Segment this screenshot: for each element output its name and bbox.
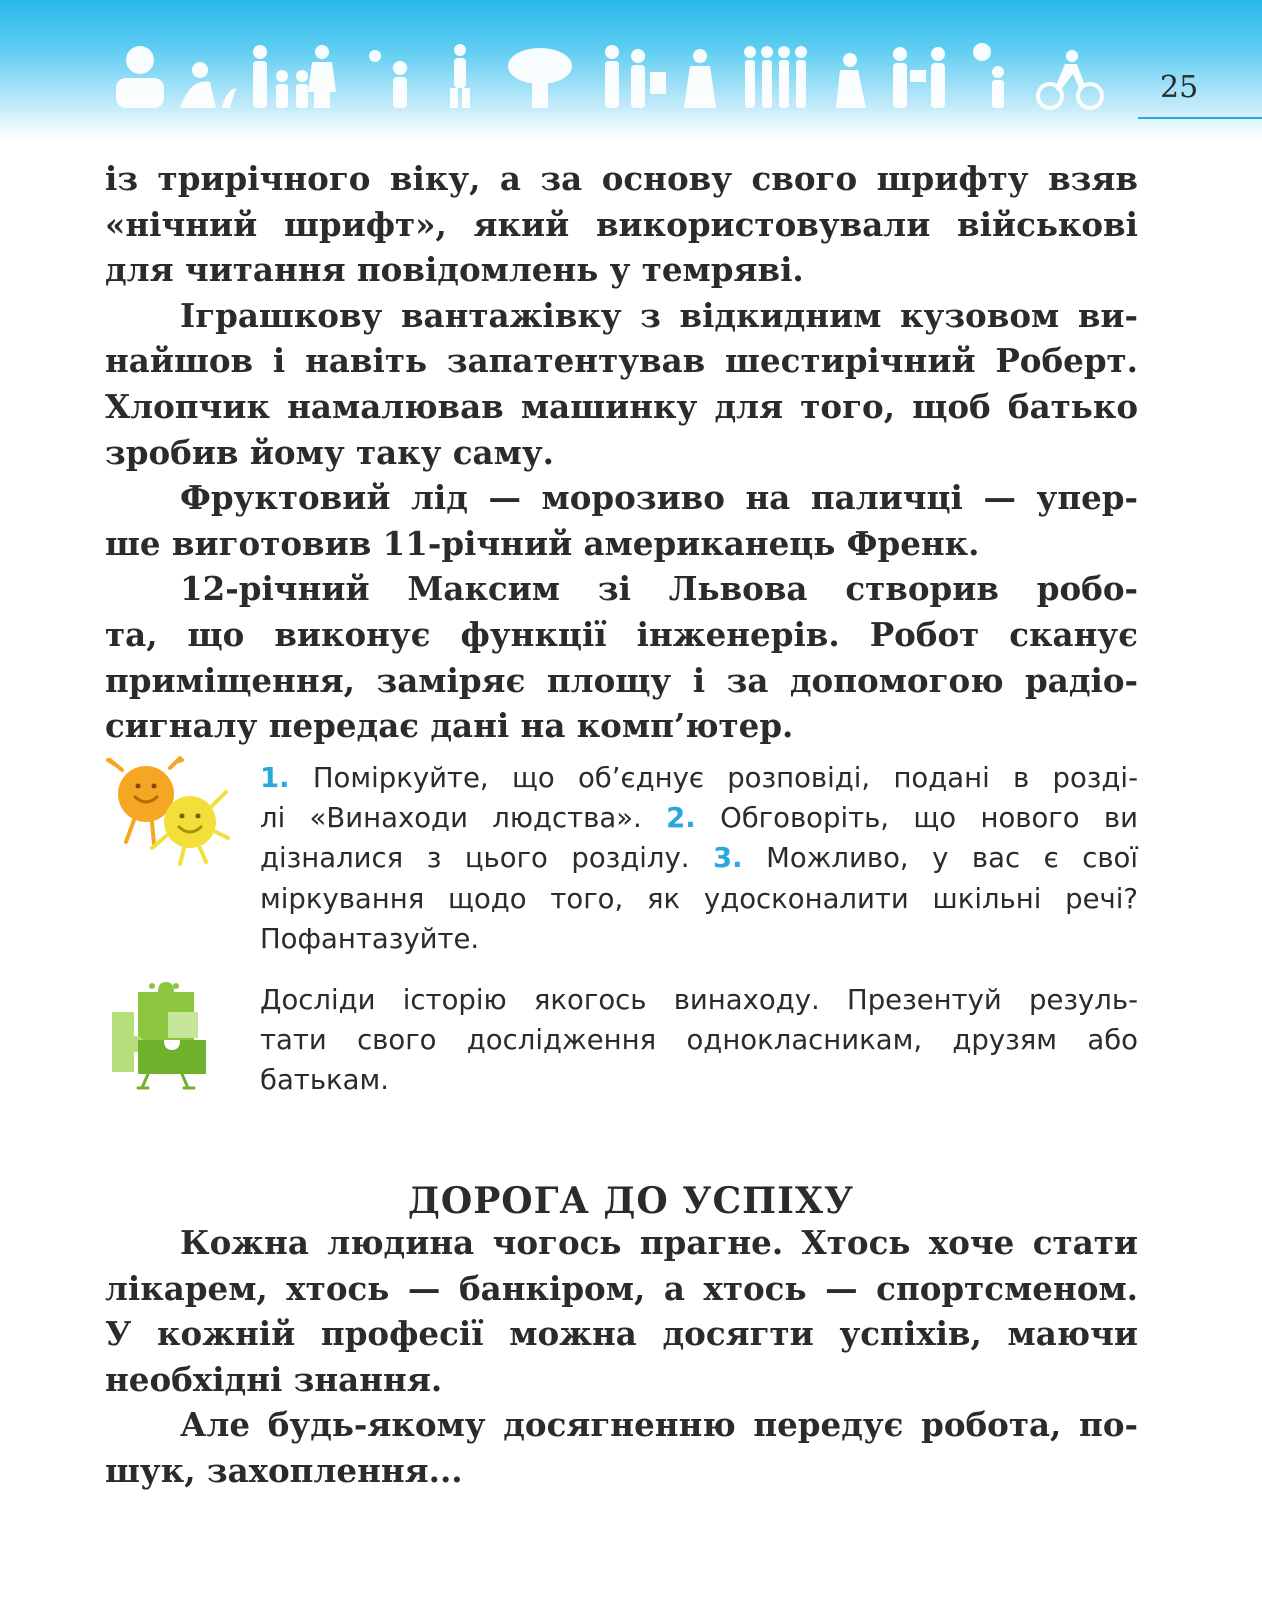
puzzle-pieces-icon (108, 982, 218, 1094)
text-line: Кожна людина чогось прагне. Хтось хоче стати (180, 1223, 1138, 1262)
task-line (260, 758, 1138, 798)
text-line: із трирічного віку, а за основу свого шрифту взяв (105, 159, 1138, 198)
text-line: найшов і навіть запатентував шестирічний Роберт. (105, 341, 1138, 381)
text-line: та, що виконує функції інженерів. Робот сканує (105, 614, 1138, 654)
text-line: ше виготовив 11-річний американець Френк. (105, 523, 980, 563)
page-number-rule (1138, 117, 1262, 119)
task-line: батькам. (260, 1064, 389, 1097)
text-line: зробив йому таку саму. (105, 432, 554, 472)
text-line: для читання повідомлень у темряві. (105, 250, 804, 290)
text-line: 12-річний Максим зі Львова створив робо- (180, 569, 1138, 609)
text-line: Хлопчик намалював машинку для того, щоб батько (105, 386, 1138, 426)
text-line: сигналу передає дані на комп’ютер. (105, 706, 794, 746)
section-title: ДОРОГА ДО УСПІХУ (407, 1180, 855, 1222)
paragraph (105, 1220, 1138, 1402)
paragraph (105, 475, 1138, 566)
text-line: необхідні знання. (105, 1359, 443, 1399)
body-text-top (105, 156, 1138, 749)
text-line: Але будь-якому досягненню передує робота, по- (180, 1405, 1138, 1445)
task-research (260, 980, 1138, 1101)
paragraph (105, 1402, 1138, 1493)
task-line: міркування щодо того, як удосконалити шкільні речі? (260, 882, 1138, 915)
paragraph (105, 566, 1138, 748)
text-line: У кожній професії можна досягти успіхів, маючи (105, 1314, 1138, 1354)
text-line: Фруктовий лід — морозиво на паличці — упер- (180, 478, 1138, 518)
task-discuss (260, 758, 1138, 959)
task-text: Обговоріть, що нового ви (695, 802, 1139, 835)
text-line: Іграшкову вантажівку з відкидним кузовом ви- (180, 295, 1138, 335)
task-text: лі «Винаходи людства». (260, 802, 667, 835)
task-number: 1. (260, 762, 290, 794)
task-text: Можливо, у вас є свої (742, 842, 1138, 875)
smiling-suns-icon (104, 756, 234, 868)
body-text-bottom (105, 1220, 1138, 1494)
text-line: лікарем, хтось — банкіром, а хтось — спортсменом. (105, 1268, 1138, 1308)
task-number: 3. (713, 842, 743, 875)
page-header (0, 0, 1262, 140)
page-number: 25 (1160, 70, 1199, 105)
text-line: шук, захоплення... (105, 1450, 463, 1490)
paragraph (105, 156, 1138, 293)
task-line: тати свого дослідження однокласникам, друзям або (260, 1024, 1138, 1057)
task-number: 2. (666, 802, 696, 835)
people-silhouettes-icon (110, 42, 1120, 114)
task-text: Поміркуйте, що об’єднує розповіді, подані в розді- (289, 762, 1138, 794)
task-text: дізналися з цього розділу. (260, 842, 714, 875)
paragraph (105, 293, 1138, 475)
text-line: приміщення, заміряє площу і за допомогою радіо- (105, 660, 1138, 700)
task-line (260, 798, 1138, 838)
text-line: «нічний шрифт», який використовували військові (105, 204, 1138, 244)
task-line: Досліди історію якогось винаходу. Презентуй резуль- (260, 984, 1138, 1016)
task-line (260, 838, 1138, 878)
task-line: Пофантазуйте. (260, 922, 480, 955)
